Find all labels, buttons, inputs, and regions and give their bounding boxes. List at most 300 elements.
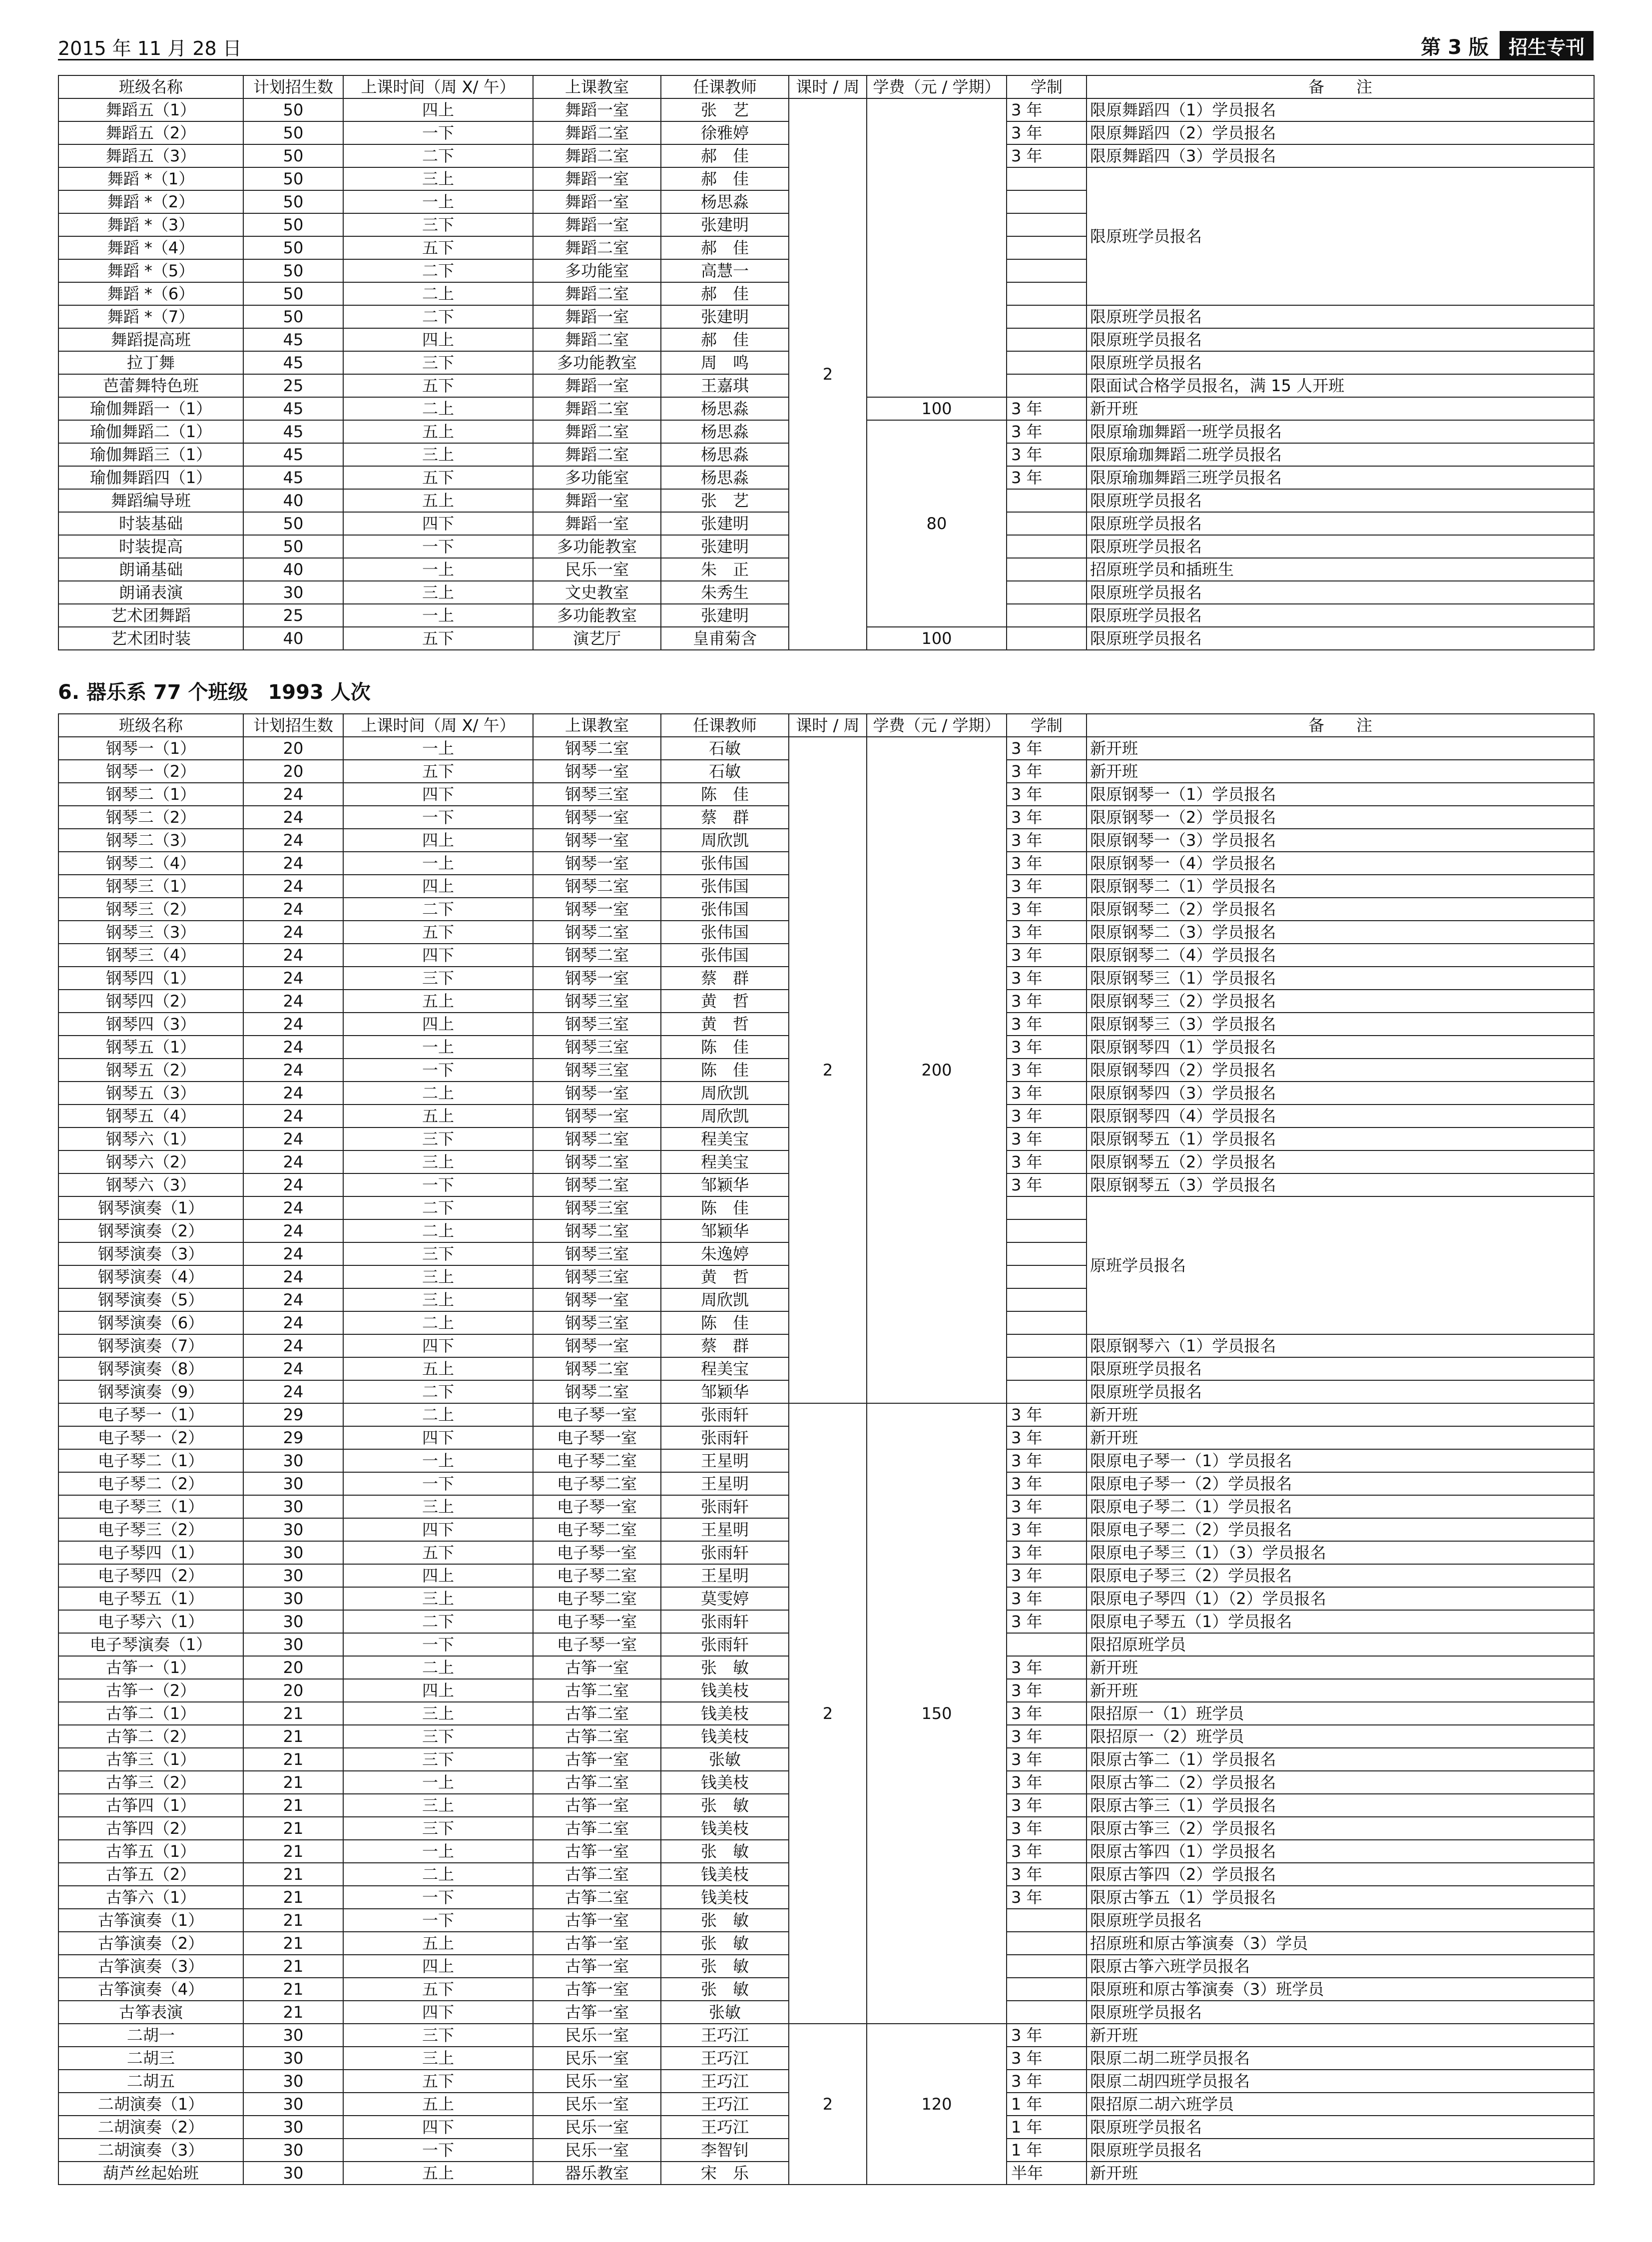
class-time-cell: 一上 <box>343 852 533 875</box>
class-time-cell: 三上 <box>343 1794 533 1817</box>
edition-block <box>1421 31 1594 60</box>
class-name-cell: 舞蹈 *（4） <box>58 236 243 259</box>
classroom-cell: 古筝一室 <box>533 1955 661 1978</box>
teacher-cell: 石敏 <box>661 760 789 783</box>
planned-enrollment-cell: 24 <box>243 1150 343 1173</box>
planned-enrollment-cell: 21 <box>243 1748 343 1771</box>
program-length-cell: 3 年 <box>1007 1771 1087 1794</box>
classroom-cell: 舞蹈二室 <box>533 420 661 443</box>
program-length-cell <box>1007 305 1087 328</box>
classroom-cell: 钢琴三室 <box>533 1311 661 1334</box>
program-length-cell: 3 年 <box>1007 1150 1087 1173</box>
classroom-cell: 钢琴二室 <box>533 1357 661 1380</box>
planned-enrollment-cell: 30 <box>243 1587 343 1610</box>
class-time-cell: 一上 <box>343 737 533 760</box>
section-6-title: 6. 器乐系 77 个班级 1993 人次 <box>58 681 371 704</box>
teacher-cell: 陈 佳 <box>661 1036 789 1059</box>
class-name-cell: 二胡五 <box>58 2070 243 2093</box>
teacher-cell: 张 艺 <box>661 489 789 512</box>
remarks-cell: 新开班 <box>1087 1656 1594 1679</box>
classroom-cell: 钢琴一室 <box>533 806 661 829</box>
classroom-cell: 多功能教室 <box>533 351 661 374</box>
remarks-cell: 限原舞蹈四（1）学员报名 <box>1087 98 1594 121</box>
teacher-cell: 石敏 <box>661 737 789 760</box>
teacher-cell: 朱秀生 <box>661 581 789 604</box>
classroom-cell: 钢琴三室 <box>533 1059 661 1082</box>
program-length-cell <box>1007 1288 1087 1311</box>
program-length-cell: 3 年 <box>1007 1725 1087 1748</box>
planned-enrollment-cell: 24 <box>243 921 343 944</box>
planned-enrollment-cell: 20 <box>243 737 343 760</box>
program-length-cell <box>1007 1978 1087 2001</box>
program-length-cell <box>1007 1380 1087 1403</box>
teacher-cell: 张伟国 <box>661 944 789 967</box>
teacher-cell: 钱美枝 <box>661 1771 789 1794</box>
program-length-cell: 3 年 <box>1007 1105 1087 1127</box>
program-length-cell: 3 年 <box>1007 1472 1087 1495</box>
program-length-cell: 1 年 <box>1007 2093 1087 2116</box>
remarks-cell: 限原二胡四班学员报名 <box>1087 2070 1594 2093</box>
remarks-cell: 限原瑜珈舞蹈二班学员报名 <box>1087 443 1594 466</box>
class-time-cell: 四下 <box>343 944 533 967</box>
class-name-cell: 古筝演奏（2） <box>58 1932 243 1955</box>
class-time-cell: 五下 <box>343 760 533 783</box>
planned-enrollment-cell: 24 <box>243 1380 343 1403</box>
planned-enrollment-cell: 50 <box>243 259 343 282</box>
planned-enrollment-cell: 29 <box>243 1426 343 1449</box>
table-row <box>58 737 1594 760</box>
teacher-cell: 张雨轩 <box>661 1495 789 1518</box>
class-name-cell: 钢琴六（2） <box>58 1150 243 1173</box>
class-name-cell: 电子琴三（2） <box>58 1518 243 1541</box>
teacher-cell: 郝 佳 <box>661 328 789 351</box>
planned-enrollment-cell: 24 <box>243 852 343 875</box>
column-header-remarks: 备 注 <box>1087 714 1594 737</box>
classroom-cell: 古筝二室 <box>533 1679 661 1702</box>
planned-enrollment-cell: 24 <box>243 1311 343 1334</box>
program-length-cell <box>1007 558 1087 581</box>
program-length-cell: 3 年 <box>1007 783 1087 806</box>
classroom-cell: 舞蹈二室 <box>533 443 661 466</box>
class-name-cell: 电子琴三（1） <box>58 1495 243 1518</box>
planned-enrollment-cell: 50 <box>243 98 343 121</box>
teacher-cell: 陈 佳 <box>661 783 789 806</box>
class-time-cell: 五下 <box>343 466 533 489</box>
classroom-cell: 文史教室 <box>533 581 661 604</box>
teacher-cell: 杨思淼 <box>661 443 789 466</box>
planned-enrollment-cell: 50 <box>243 282 343 305</box>
teacher-cell: 杨思淼 <box>661 420 789 443</box>
class-time-cell: 三下 <box>343 1748 533 1771</box>
teacher-cell: 李智钊 <box>661 2139 789 2162</box>
remarks-cell: 新开班 <box>1087 737 1594 760</box>
classroom-cell: 古筝一室 <box>533 1794 661 1817</box>
table-row <box>58 98 1594 121</box>
remarks-cell: 限原钢琴一（4）学员报名 <box>1087 852 1594 875</box>
class-time-cell: 二上 <box>343 397 533 420</box>
program-length-cell: 3 年 <box>1007 967 1087 990</box>
column-header-program-length: 学制 <box>1007 714 1087 737</box>
classroom-cell: 舞蹈一室 <box>533 190 661 213</box>
planned-enrollment-cell: 30 <box>243 2024 343 2047</box>
teacher-cell: 张 敏 <box>661 1656 789 1679</box>
program-length-cell: 3 年 <box>1007 1173 1087 1196</box>
teacher-cell: 杨思淼 <box>661 466 789 489</box>
class-time-cell: 一下 <box>343 2139 533 2162</box>
classroom-cell: 古筝一室 <box>533 1978 661 2001</box>
remarks-cell: 限原班学员报名 <box>1087 305 1594 328</box>
classroom-cell: 舞蹈二室 <box>533 236 661 259</box>
program-length-cell <box>1007 1219 1087 1242</box>
classroom-cell: 钢琴一室 <box>533 1105 661 1127</box>
planned-enrollment-cell: 30 <box>243 1518 343 1541</box>
teacher-cell: 张伟国 <box>661 852 789 875</box>
planned-enrollment-cell: 30 <box>243 2093 343 2116</box>
remarks-cell: 限原钢琴五（2）学员报名 <box>1087 1150 1594 1173</box>
program-length-cell <box>1007 1242 1087 1265</box>
planned-enrollment-cell: 21 <box>243 1794 343 1817</box>
planned-enrollment-cell: 20 <box>243 1656 343 1679</box>
class-time-cell: 五上 <box>343 1932 533 1955</box>
classroom-cell: 舞蹈一室 <box>533 98 661 121</box>
class-name-cell: 钢琴一（2） <box>58 760 243 783</box>
tuition-cell: 200 <box>867 737 1007 1403</box>
teacher-cell: 黄 哲 <box>661 1013 789 1036</box>
program-length-cell: 3 年 <box>1007 2070 1087 2093</box>
program-length-cell: 3 年 <box>1007 1564 1087 1587</box>
class-name-cell: 时装提高 <box>58 535 243 558</box>
planned-enrollment-cell: 24 <box>243 1105 343 1127</box>
remarks-cell: 招原班学员和插班生 <box>1087 558 1594 581</box>
teacher-cell: 皇甫菊含 <box>661 627 789 650</box>
class-name-cell: 钢琴演奏（5） <box>58 1288 243 1311</box>
class-name-cell: 钢琴演奏（4） <box>58 1265 243 1288</box>
remarks-cell: 原班学员报名 <box>1087 1196 1594 1334</box>
teacher-cell: 张建明 <box>661 213 789 236</box>
class-name-cell: 瑜伽舞蹈三（1） <box>58 443 243 466</box>
class-name-cell: 古筝五（2） <box>58 1863 243 1886</box>
class-name-cell: 古筝五（1） <box>58 1840 243 1863</box>
remarks-cell: 限原钢琴四（3）学员报名 <box>1087 1082 1594 1105</box>
class-time-cell: 四上 <box>343 1955 533 1978</box>
class-name-cell: 时装基础 <box>58 512 243 535</box>
remarks-cell: 新开班 <box>1087 2162 1594 2185</box>
program-length-cell: 3 年 <box>1007 1059 1087 1082</box>
class-time-cell: 一上 <box>343 558 533 581</box>
class-name-cell: 钢琴三（3） <box>58 921 243 944</box>
class-time-cell: 五下 <box>343 627 533 650</box>
remarks-cell: 限原班学员报名 <box>1087 2116 1594 2139</box>
classroom-cell: 钢琴一室 <box>533 967 661 990</box>
class-name-cell: 二胡三 <box>58 2047 243 2070</box>
program-length-cell: 3 年 <box>1007 1495 1087 1518</box>
teacher-cell: 钱美枝 <box>661 1886 789 1909</box>
class-time-cell: 五上 <box>343 990 533 1013</box>
program-length-cell: 3 年 <box>1007 1036 1087 1059</box>
remarks-cell: 限原班学员报名 <box>1087 1909 1594 1932</box>
planned-enrollment-cell: 50 <box>243 213 343 236</box>
column-header-remarks: 备 注 <box>1087 75 1594 98</box>
planned-enrollment-cell: 24 <box>243 783 343 806</box>
class-time-cell: 三上 <box>343 1150 533 1173</box>
class-name-cell: 二胡演奏（2） <box>58 2116 243 2139</box>
planned-enrollment-cell: 40 <box>243 627 343 650</box>
column-header-teacher: 任课教师 <box>661 75 789 98</box>
hours-per-week-cell: 2 <box>789 1403 867 2024</box>
planned-enrollment-cell: 21 <box>243 1771 343 1794</box>
teacher-cell: 张 敏 <box>661 1955 789 1978</box>
class-time-cell: 二下 <box>343 259 533 282</box>
planned-enrollment-cell: 30 <box>243 1564 343 1587</box>
classroom-cell: 古筝二室 <box>533 1771 661 1794</box>
planned-enrollment-cell: 45 <box>243 351 343 374</box>
planned-enrollment-cell: 21 <box>243 1863 343 1886</box>
program-length-cell: 3 年 <box>1007 144 1087 167</box>
class-time-cell: 一上 <box>343 1771 533 1794</box>
classroom-cell: 古筝一室 <box>533 1748 661 1771</box>
teacher-cell: 张建明 <box>661 535 789 558</box>
class-time-cell: 一下 <box>343 1886 533 1909</box>
classroom-cell: 舞蹈一室 <box>533 213 661 236</box>
classroom-cell: 钢琴一室 <box>533 852 661 875</box>
program-length-cell <box>1007 2001 1087 2024</box>
class-time-cell: 四上 <box>343 875 533 898</box>
classroom-cell: 舞蹈二室 <box>533 397 661 420</box>
remarks-cell: 限原古筝四（2）学员报名 <box>1087 1863 1594 1886</box>
remarks-cell: 限原钢琴五（3）学员报名 <box>1087 1173 1594 1196</box>
teacher-cell: 张建明 <box>661 604 789 627</box>
program-length-cell: 3 年 <box>1007 1656 1087 1679</box>
teacher-cell: 陈 佳 <box>661 1196 789 1219</box>
class-name-cell: 钢琴二（3） <box>58 829 243 852</box>
class-name-cell: 古筝表演 <box>58 2001 243 2024</box>
remarks-cell: 限原班学员报名 <box>1087 351 1594 374</box>
program-length-cell: 3 年 <box>1007 1403 1087 1426</box>
classroom-cell: 舞蹈二室 <box>533 144 661 167</box>
teacher-cell: 邹颖华 <box>661 1173 789 1196</box>
class-name-cell: 舞蹈提高班 <box>58 328 243 351</box>
teacher-cell: 邹颖华 <box>661 1380 789 1403</box>
program-length-cell: 3 年 <box>1007 944 1087 967</box>
class-time-cell: 五下 <box>343 921 533 944</box>
class-time-cell: 五下 <box>343 1978 533 2001</box>
teacher-cell: 张雨轩 <box>661 1610 789 1633</box>
teacher-cell: 王嘉琪 <box>661 374 789 397</box>
classroom-cell: 钢琴二室 <box>533 1127 661 1150</box>
teacher-cell: 钱美枝 <box>661 1702 789 1725</box>
planned-enrollment-cell: 24 <box>243 1357 343 1380</box>
class-time-cell: 五上 <box>343 2162 533 2185</box>
class-name-cell: 朗诵表演 <box>58 581 243 604</box>
planned-enrollment-cell: 50 <box>243 305 343 328</box>
classroom-cell: 钢琴二室 <box>533 921 661 944</box>
remarks-cell: 限原班学员报名 <box>1087 627 1594 650</box>
planned-enrollment-cell: 30 <box>243 2070 343 2093</box>
program-length-cell <box>1007 581 1087 604</box>
class-name-cell: 舞蹈 *（7） <box>58 305 243 328</box>
tuition-cell: 120 <box>867 2024 1007 2185</box>
remarks-cell: 限原古筝三（2）学员报名 <box>1087 1817 1594 1840</box>
class-name-cell: 古筝演奏（3） <box>58 1955 243 1978</box>
class-name-cell: 舞蹈 *（3） <box>58 213 243 236</box>
column-header-class-name: 班级名称 <box>58 714 243 737</box>
classroom-cell: 钢琴一室 <box>533 1288 661 1311</box>
class-name-cell: 钢琴一（1） <box>58 737 243 760</box>
class-time-cell: 一下 <box>343 535 533 558</box>
class-name-cell: 电子琴六（1） <box>58 1610 243 1633</box>
teacher-cell: 周 鸣 <box>661 351 789 374</box>
class-time-cell: 三上 <box>343 1587 533 1610</box>
teacher-cell: 王星明 <box>661 1472 789 1495</box>
class-name-cell: 瑜伽舞蹈四（1） <box>58 466 243 489</box>
class-time-cell: 一上 <box>343 1840 533 1863</box>
remarks-cell: 限原钢琴三（1）学员报名 <box>1087 967 1594 990</box>
class-name-cell: 钢琴演奏（1） <box>58 1196 243 1219</box>
program-length-cell: 3 年 <box>1007 1679 1087 1702</box>
program-length-cell: 3 年 <box>1007 1886 1087 1909</box>
class-name-cell: 钢琴四（1） <box>58 967 243 990</box>
classroom-cell: 古筝二室 <box>533 1725 661 1748</box>
planned-enrollment-cell: 24 <box>243 829 343 852</box>
teacher-cell: 高慧一 <box>661 259 789 282</box>
column-header-teacher: 任课教师 <box>661 714 789 737</box>
remarks-cell: 限原班学员报名 <box>1087 1357 1594 1380</box>
planned-enrollment-cell: 24 <box>243 1334 343 1357</box>
remarks-cell: 限原钢琴二（4）学员报名 <box>1087 944 1594 967</box>
class-time-cell: 五上 <box>343 1357 533 1380</box>
program-length-cell: 3 年 <box>1007 466 1087 489</box>
class-time-cell: 四下 <box>343 2116 533 2139</box>
program-length-cell: 3 年 <box>1007 121 1087 144</box>
class-time-cell: 二上 <box>343 1403 533 1426</box>
program-length-cell <box>1007 259 1087 282</box>
teacher-cell: 张雨轩 <box>661 1633 789 1656</box>
planned-enrollment-cell: 25 <box>243 604 343 627</box>
remarks-cell: 限原班学员报名 <box>1087 512 1594 535</box>
remarks-cell: 限原钢琴二（3）学员报名 <box>1087 921 1594 944</box>
class-name-cell: 钢琴四（3） <box>58 1013 243 1036</box>
program-length-cell: 3 年 <box>1007 852 1087 875</box>
classroom-cell: 多功能教室 <box>533 604 661 627</box>
planned-enrollment-cell: 50 <box>243 167 343 190</box>
remarks-cell: 限原班学员报名 <box>1087 2139 1594 2162</box>
planned-enrollment-cell: 21 <box>243 1886 343 1909</box>
remarks-cell: 限原钢琴一（1）学员报名 <box>1087 783 1594 806</box>
planned-enrollment-cell: 24 <box>243 898 343 921</box>
classroom-cell: 电子琴二室 <box>533 1564 661 1587</box>
program-length-cell <box>1007 1909 1087 1932</box>
class-name-cell: 钢琴三（2） <box>58 898 243 921</box>
program-length-cell: 3 年 <box>1007 1817 1087 1840</box>
classroom-cell: 钢琴三室 <box>533 1036 661 1059</box>
remarks-cell: 新开班 <box>1087 760 1594 783</box>
planned-enrollment-cell: 24 <box>243 1036 343 1059</box>
remarks-cell: 限招原一（2）班学员 <box>1087 1725 1594 1748</box>
class-name-cell: 电子琴四（2） <box>58 1564 243 1587</box>
remarks-cell: 新开班 <box>1087 1426 1594 1449</box>
remarks-cell: 限原电子琴三（2）学员报名 <box>1087 1564 1594 1587</box>
class-name-cell: 钢琴演奏（3） <box>58 1242 243 1265</box>
planned-enrollment-cell: 29 <box>243 1403 343 1426</box>
planned-enrollment-cell: 30 <box>243 2116 343 2139</box>
classroom-cell: 电子琴二室 <box>533 1449 661 1472</box>
classroom-cell: 电子琴一室 <box>533 1495 661 1518</box>
hours-per-week-cell: 2 <box>789 98 867 650</box>
classroom-cell: 电子琴二室 <box>533 1518 661 1541</box>
teacher-cell: 杨思淼 <box>661 397 789 420</box>
planned-enrollment-cell: 21 <box>243 1840 343 1863</box>
class-name-cell: 钢琴五（1） <box>58 1036 243 1059</box>
planned-enrollment-cell: 24 <box>243 1127 343 1150</box>
column-header-program-length: 学制 <box>1007 75 1087 98</box>
program-length-cell: 3 年 <box>1007 1587 1087 1610</box>
class-time-cell: 四上 <box>343 1679 533 1702</box>
program-length-cell: 3 年 <box>1007 98 1087 121</box>
planned-enrollment-cell: 20 <box>243 1679 343 1702</box>
program-length-cell: 3 年 <box>1007 990 1087 1013</box>
classroom-cell: 古筝二室 <box>533 1886 661 1909</box>
class-name-cell: 古筝二（1） <box>58 1702 243 1725</box>
class-name-cell: 钢琴二（2） <box>58 806 243 829</box>
class-name-cell: 电子琴演奏（1） <box>58 1633 243 1656</box>
classroom-cell: 钢琴二室 <box>533 875 661 898</box>
class-time-cell: 一下 <box>343 1173 533 1196</box>
class-time-cell: 三上 <box>343 167 533 190</box>
program-length-cell: 半年 <box>1007 2162 1087 2185</box>
class-time-cell: 四下 <box>343 783 533 806</box>
class-time-cell: 四上 <box>343 1564 533 1587</box>
teacher-cell: 程美宝 <box>661 1150 789 1173</box>
class-name-cell: 古筝二（2） <box>58 1725 243 1748</box>
planned-enrollment-cell: 24 <box>243 1059 343 1082</box>
remarks-cell: 限原电子琴一（1）学员报名 <box>1087 1449 1594 1472</box>
teacher-cell: 蔡 群 <box>661 967 789 990</box>
class-time-cell: 二上 <box>343 1656 533 1679</box>
remarks-cell: 限原电子琴二（2）学员报名 <box>1087 1518 1594 1541</box>
classroom-cell: 钢琴二室 <box>533 1219 661 1242</box>
tuition-cell <box>867 98 1007 397</box>
planned-enrollment-cell: 30 <box>243 1633 343 1656</box>
program-length-cell <box>1007 167 1087 190</box>
classroom-cell: 钢琴二室 <box>533 737 661 760</box>
program-length-cell: 3 年 <box>1007 397 1087 420</box>
planned-enrollment-cell: 24 <box>243 1173 343 1196</box>
class-time-cell: 二下 <box>343 1196 533 1219</box>
tuition-cell: 150 <box>867 1403 1007 2024</box>
classroom-cell: 钢琴一室 <box>533 1082 661 1105</box>
special-issue-badge: 招生专刊 <box>1500 31 1594 60</box>
column-header-class-time: 上课时间（周 X/ 午） <box>343 75 533 98</box>
planned-enrollment-cell: 24 <box>243 1082 343 1105</box>
teacher-cell: 张建明 <box>661 512 789 535</box>
column-header-planned-enrollment: 计划招生数 <box>243 75 343 98</box>
teacher-cell: 王巧江 <box>661 2116 789 2139</box>
remarks-cell: 限面试合格学员报名，满 15 人开班 <box>1087 374 1594 397</box>
column-header-planned-enrollment: 计划招生数 <box>243 714 343 737</box>
teacher-cell: 陈 佳 <box>661 1311 789 1334</box>
class-name-cell: 舞蹈 *（1） <box>58 167 243 190</box>
class-time-cell: 一下 <box>343 1059 533 1082</box>
class-time-cell: 三下 <box>343 1725 533 1748</box>
class-name-cell: 钢琴演奏（9） <box>58 1380 243 1403</box>
class-time-cell: 二下 <box>343 898 533 921</box>
table-row <box>58 1403 1594 1426</box>
remarks-cell: 限原古筝五（1）学员报名 <box>1087 1886 1594 1909</box>
classroom-cell: 舞蹈二室 <box>533 282 661 305</box>
remarks-cell: 限原班学员报名 <box>1087 535 1594 558</box>
program-length-cell <box>1007 1334 1087 1357</box>
remarks-cell: 限原电子琴二（1）学员报名 <box>1087 1495 1594 1518</box>
